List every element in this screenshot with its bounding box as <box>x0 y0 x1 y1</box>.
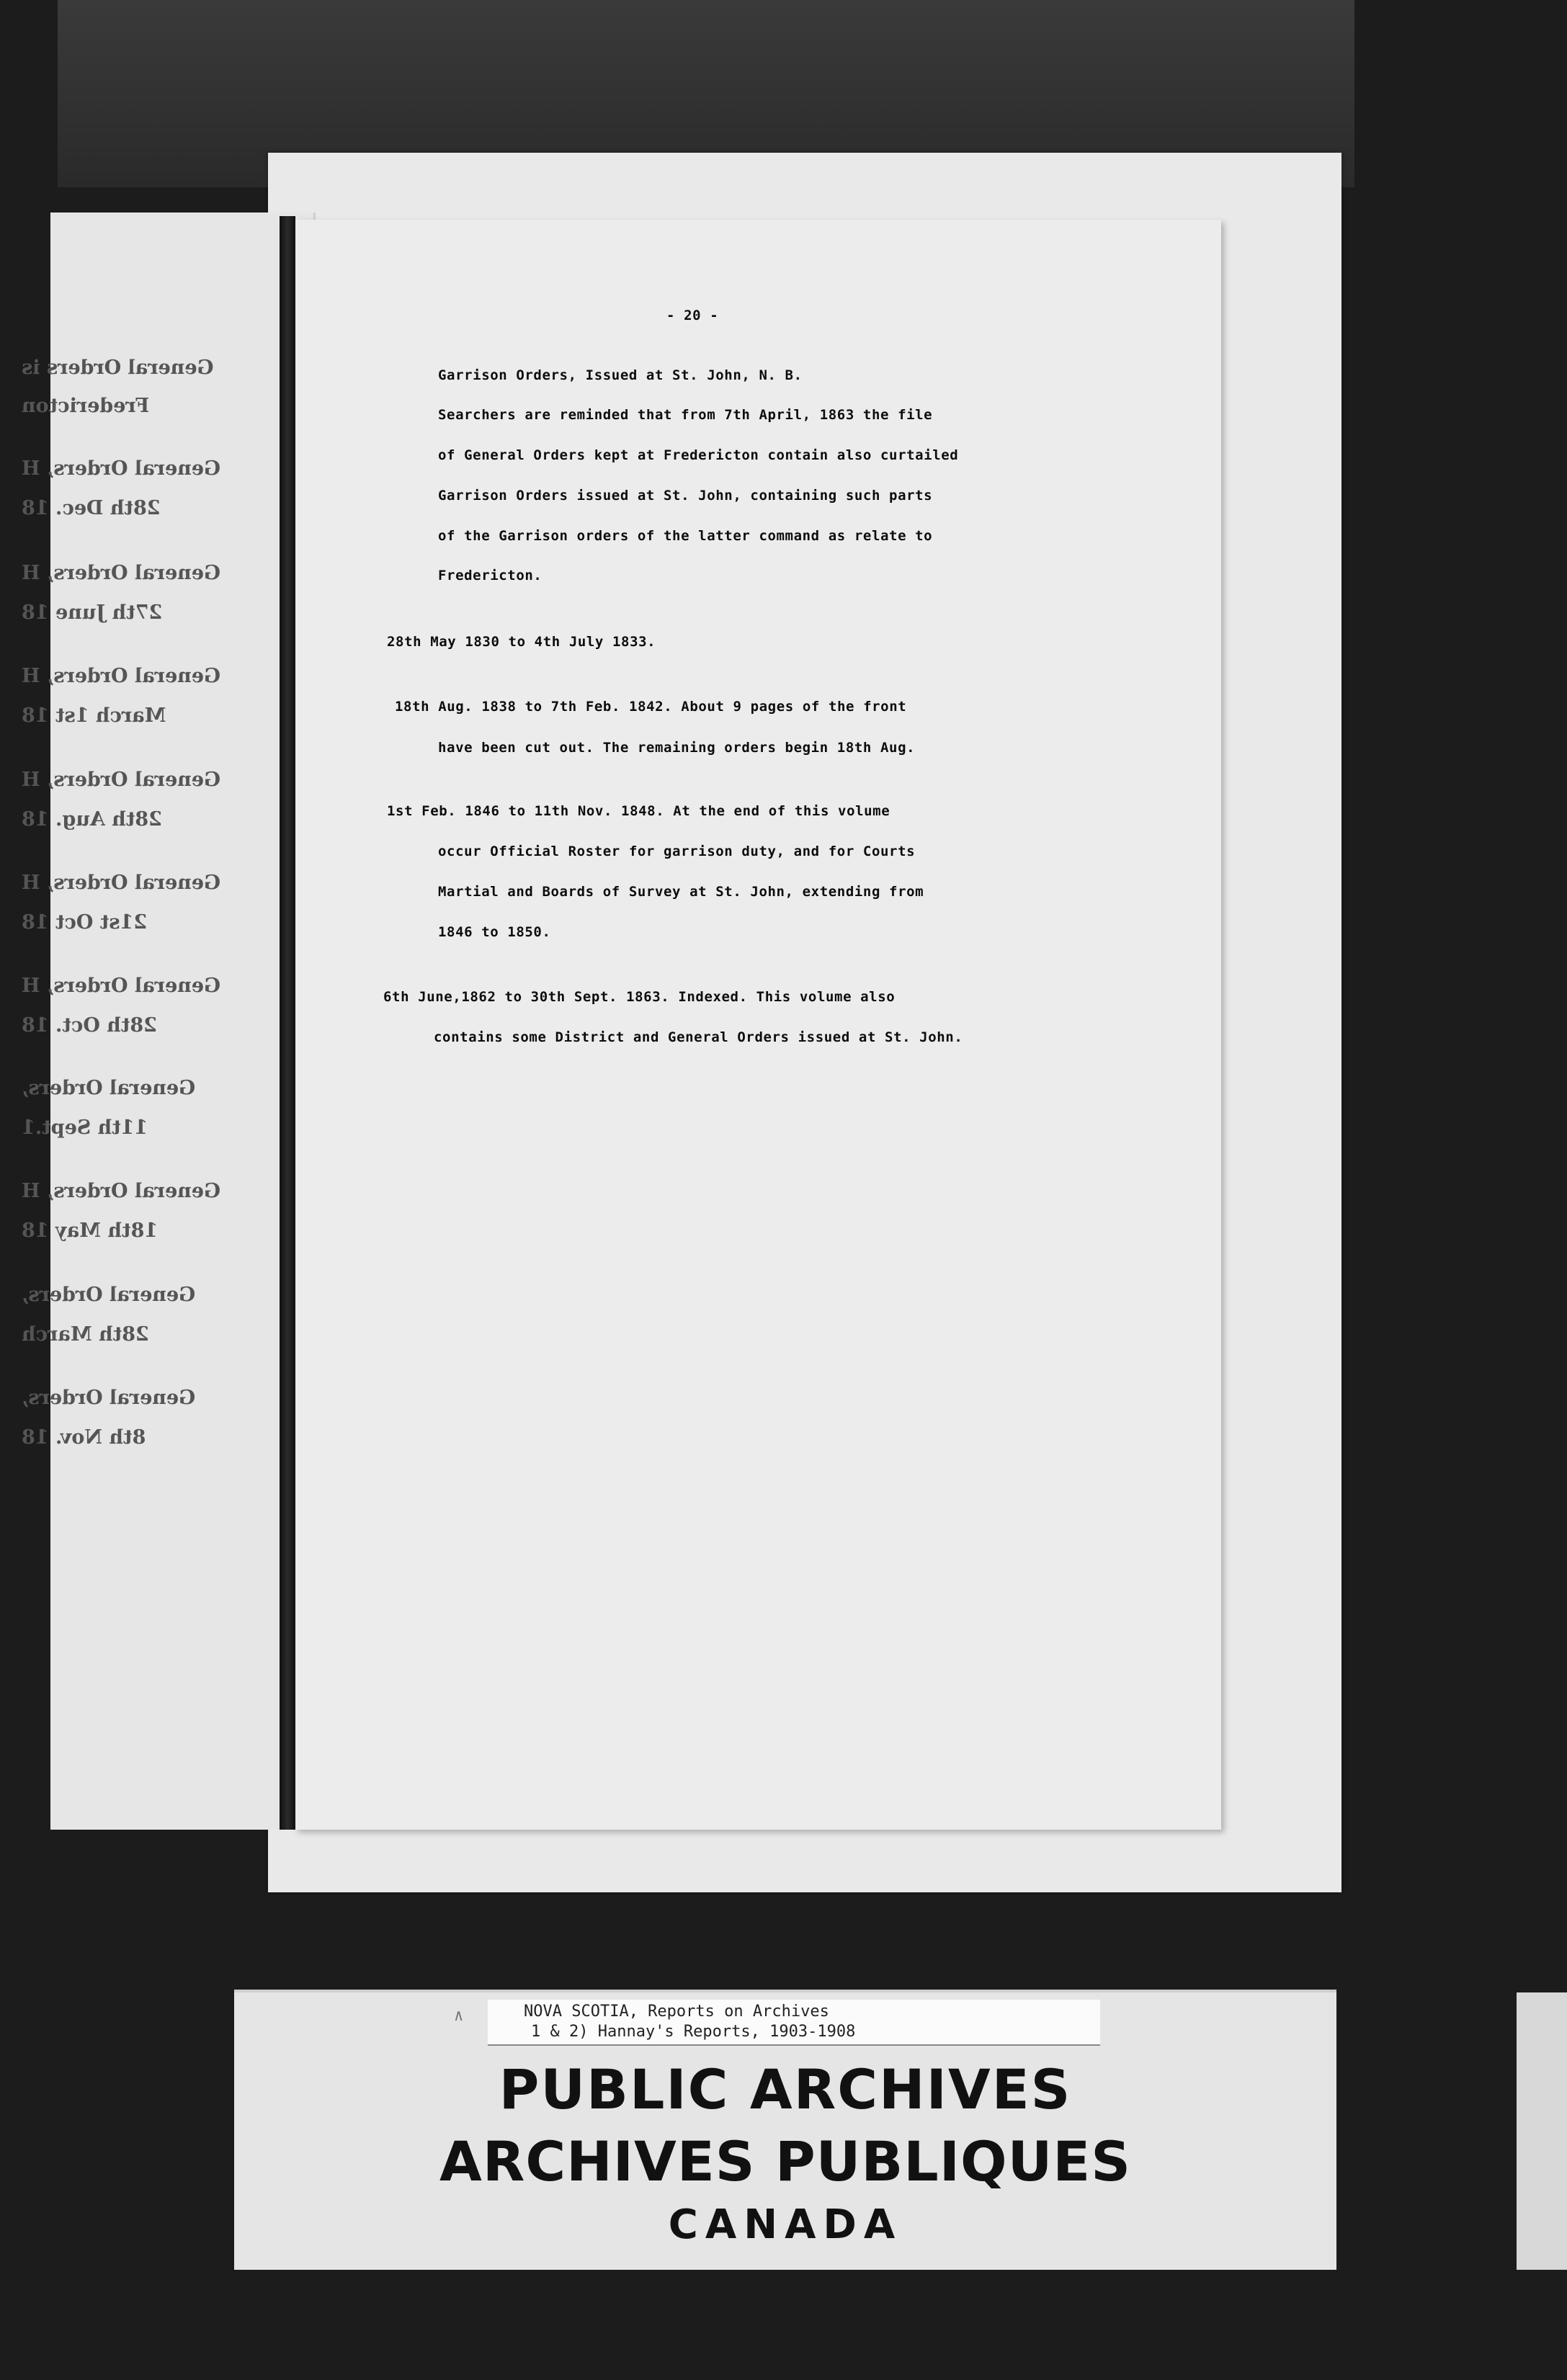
bleed-line: March 1st 18 <box>22 704 166 727</box>
stamp-canada: CANADA <box>668 2201 903 2248</box>
citation-line-1: NOVA SCOTIA, Reports on Archives <box>524 2003 829 2021</box>
text-line: have been cut out. The remaining orders begin 18th Aug. <box>438 740 916 756</box>
bleed-line: General Orders is <box>22 357 214 379</box>
text-line: Fredericton. <box>438 568 543 583</box>
bleed-line: General Orders, <box>22 1077 196 1099</box>
bleed-line: General Orders, <box>22 1284 196 1306</box>
page-number: - 20 - <box>666 308 719 323</box>
section-heading: Garrison Orders, Issued at St. John, N. B. <box>438 367 803 383</box>
bleed-line: General Orders, H <box>22 769 220 791</box>
text-line: Searchers are reminded that from 7th April, 1863 the file <box>438 407 933 423</box>
entry-line: 28th May 1830 to 4th July 1833. <box>387 634 656 650</box>
pencil-mark-icon: ∧ <box>454 2007 464 2025</box>
bleed-line: General Orders, H <box>22 562 220 584</box>
archives-label-strip <box>234 1990 1336 2270</box>
entry-line: 18th Aug. 1838 to 7th Feb. 1842. About 9 pages of the front <box>395 699 907 715</box>
entry-line: 6th June,1862 to 30th Sept. 1863. Indexed. This volume also <box>383 989 896 1005</box>
bleed-line: 28th Dec. 18 <box>22 497 161 519</box>
bleed-line: General Orders, H <box>22 457 220 480</box>
stamp-archives-publiques: ARCHIVES PUBLIQUES <box>439 2129 1131 2193</box>
text-line: 1846 to 1850. <box>438 924 551 940</box>
entry-line: 1st Feb. 1846 to 11th Nov. 1848. At the end of this volume <box>387 803 890 819</box>
bleed-line: 18th May 18 <box>22 1220 159 1242</box>
bleed-line: 8th Nov. 18 <box>22 1426 146 1449</box>
bleed-line: General Orders, H <box>22 975 220 997</box>
bleed-line: 28th Oct. 18 <box>22 1014 157 1037</box>
left-facing-page <box>22 212 316 1830</box>
bleed-line: 28th Aug. 18 <box>22 808 162 831</box>
text-line: Martial and Boards of Survey at St. John, extending from <box>438 884 924 900</box>
bleed-line: 11th Sept.1 <box>22 1117 148 1139</box>
bleed-line: Fredericton <box>22 395 150 417</box>
typed-page <box>295 220 1221 1830</box>
text-line: contains some District and General Orders issued at St. John. <box>434 1029 963 1045</box>
text-line: of General Orders kept at Fredericton contain also curtailed <box>438 447 959 463</box>
bleed-line: 27th June 18 <box>22 601 163 624</box>
bleed-line: 28th March <box>22 1323 149 1346</box>
strip-edge <box>1517 1992 1567 2270</box>
bleed-line: General Orders, H <box>22 1180 220 1202</box>
bleed-line: General Orders, H <box>22 665 220 687</box>
citation-line-2: 1 & 2) Hannay's Reports, 1903-1908 <box>531 2023 856 2041</box>
text-line: of the Garrison orders of the latter command as relate to <box>438 528 933 544</box>
citation-label <box>488 2000 1100 2046</box>
book-gutter <box>280 216 295 1830</box>
text-line: occur Official Roster for garrison duty, and for Courts <box>438 844 916 859</box>
bleed-line: General Orders, <box>22 1387 196 1409</box>
bleed-line: 21st Oct 18 <box>22 911 148 934</box>
text-line: Garrison Orders issued at St. John, containing such parts <box>438 488 933 504</box>
bleed-line: General Orders, H <box>22 872 220 894</box>
stamp-public-archives: PUBLIC ARCHIVES <box>499 2057 1072 2121</box>
